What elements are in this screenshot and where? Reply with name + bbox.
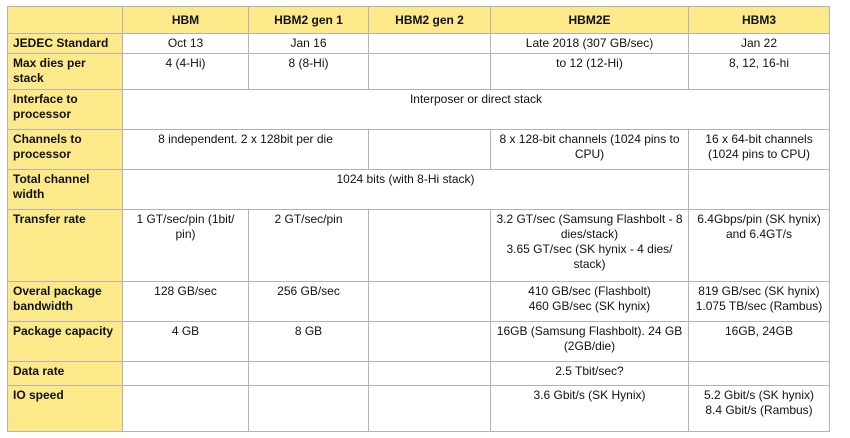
cell-hbm3: 8, 12, 16-hi bbox=[689, 54, 830, 90]
row-label: Channels to processor bbox=[8, 130, 123, 170]
cell-hbm: Oct 13 bbox=[123, 34, 249, 54]
header-hbm3: HBM3 bbox=[689, 7, 830, 34]
cell-hbm2-gen1 bbox=[249, 362, 369, 386]
cell-hbm3: 16 x 64-bit channels (1024 pins to CPU) bbox=[689, 130, 830, 170]
row-label: IO speed bbox=[8, 386, 123, 432]
row-channels bbox=[8, 130, 830, 170]
cell-line: 5.2 Gbit/s (SK hynix) bbox=[703, 388, 815, 402]
cell-hbm2e: to 12 (12-Hi) bbox=[491, 54, 689, 90]
header-corner bbox=[8, 7, 123, 34]
cell-line: 3.2 GT/sec (Samsung Flashbolt - 8 dies/stack) bbox=[496, 212, 683, 241]
cell-hbm2-gen1: Jan 16 bbox=[249, 34, 369, 54]
header-hbm2-gen2: HBM2 gen 2 bbox=[369, 7, 491, 34]
cell-hbm: 1 GT/sec/pin (1bit/ pin) bbox=[123, 210, 249, 282]
cell-hbm2-gen1 bbox=[249, 386, 369, 432]
row-label: Interface to processor bbox=[8, 90, 123, 130]
row-transfer-rate bbox=[8, 210, 830, 282]
row-io-speed bbox=[8, 386, 830, 432]
cell-hbm2-gen1: 8 (8-Hi) bbox=[249, 54, 369, 90]
cell-line: 8.4 Gbit/s (Rambus) bbox=[705, 403, 813, 417]
hbm-comparison-table bbox=[7, 6, 830, 432]
cell-hbm3 bbox=[689, 362, 830, 386]
row-label: Data rate bbox=[8, 362, 123, 386]
cell-hbm3: 6.4Gbps/pin (SK hynix) and 6.4GT/s bbox=[689, 210, 830, 282]
header-row bbox=[8, 7, 830, 34]
cell-interface-all: Interposer or direct stack bbox=[123, 90, 830, 130]
cell-hbm2e: 2.5 Tbit/sec? bbox=[491, 362, 689, 386]
row-label: Max dies per stack bbox=[8, 54, 123, 90]
cell-hbm2e: 16GB (Samsung Flashbolt). 24 GB (2GB/die) bbox=[491, 322, 689, 362]
cell-hbm3: 16GB, 24GB bbox=[689, 322, 830, 362]
cell-hbm bbox=[123, 362, 249, 386]
cell-line: 410 GB/sec (Flashbolt) bbox=[528, 284, 651, 298]
row-bandwidth bbox=[8, 282, 830, 322]
cell-hbm3 bbox=[689, 282, 830, 322]
cell-hbm: 4 GB bbox=[123, 322, 249, 362]
cell-hbm2-gen2 bbox=[369, 322, 491, 362]
cell-hbm-hbm2-gen1: 8 independent. 2 x 128bit per die bbox=[123, 130, 369, 170]
cell-hbm2-gen2 bbox=[369, 210, 491, 282]
cell-hbm2-gen1: 2 GT/sec/pin bbox=[249, 210, 369, 282]
row-label: Package capacity bbox=[8, 322, 123, 362]
cell-hbm2-gen1: 256 GB/sec bbox=[249, 282, 369, 322]
cell-line: 1.075 TB/sec (Rambus) bbox=[695, 299, 823, 313]
cell-hbm3: Jan 22 bbox=[689, 34, 830, 54]
cell-hbm2e: Late 2018 (307 GB/sec) bbox=[491, 34, 689, 54]
row-package-capacity bbox=[8, 322, 830, 362]
row-label: Transfer rate bbox=[8, 210, 123, 282]
row-max-dies bbox=[8, 54, 830, 90]
cell-hbm2-gen2 bbox=[369, 386, 491, 432]
cell-hbm3 bbox=[689, 170, 830, 210]
cell-line: 819 GB/sec (SK hynix) bbox=[698, 284, 820, 298]
row-label: Total channel width bbox=[8, 170, 123, 210]
cell-hbm bbox=[123, 386, 249, 432]
cell-hbm2e bbox=[491, 210, 689, 282]
row-data-rate bbox=[8, 362, 830, 386]
cell-hbm2e bbox=[491, 282, 689, 322]
cell-hbm2e: 8 x 128-bit channels (1024 pins to CPU) bbox=[491, 130, 689, 170]
cell-width-merged: 1024 bits (with 8-Hi stack) bbox=[123, 170, 689, 210]
cell-hbm2-gen2 bbox=[369, 362, 491, 386]
cell-hbm2-gen2 bbox=[369, 34, 491, 54]
cell-hbm2-gen2 bbox=[369, 130, 491, 170]
row-label: JEDEC Standard bbox=[8, 34, 123, 54]
row-jedec-standard bbox=[8, 34, 830, 54]
cell-hbm2-gen2 bbox=[369, 282, 491, 322]
row-interface bbox=[8, 90, 830, 130]
header-hbm: HBM bbox=[123, 7, 249, 34]
cell-line: 460 GB/sec (SK hynix) bbox=[528, 299, 651, 313]
cell-hbm2-gen2 bbox=[369, 54, 491, 90]
row-label: Overal package bandwidth bbox=[8, 282, 123, 322]
header-hbm2e: HBM2E bbox=[491, 7, 689, 34]
row-channel-width bbox=[8, 170, 830, 210]
cell-hbm: 128 GB/sec bbox=[123, 282, 249, 322]
cell-hbm3 bbox=[689, 386, 830, 432]
cell-line: 3.65 GT/sec (SK hynix - 4 dies/ stack) bbox=[506, 242, 673, 271]
cell-hbm2-gen1: 8 GB bbox=[249, 322, 369, 362]
cell-hbm2e: 3.6 Gbit/s (SK Hynix) bbox=[491, 386, 689, 432]
header-hbm2-gen1: HBM2 gen 1 bbox=[249, 7, 369, 34]
cell-hbm: 4 (4-Hi) bbox=[123, 54, 249, 90]
